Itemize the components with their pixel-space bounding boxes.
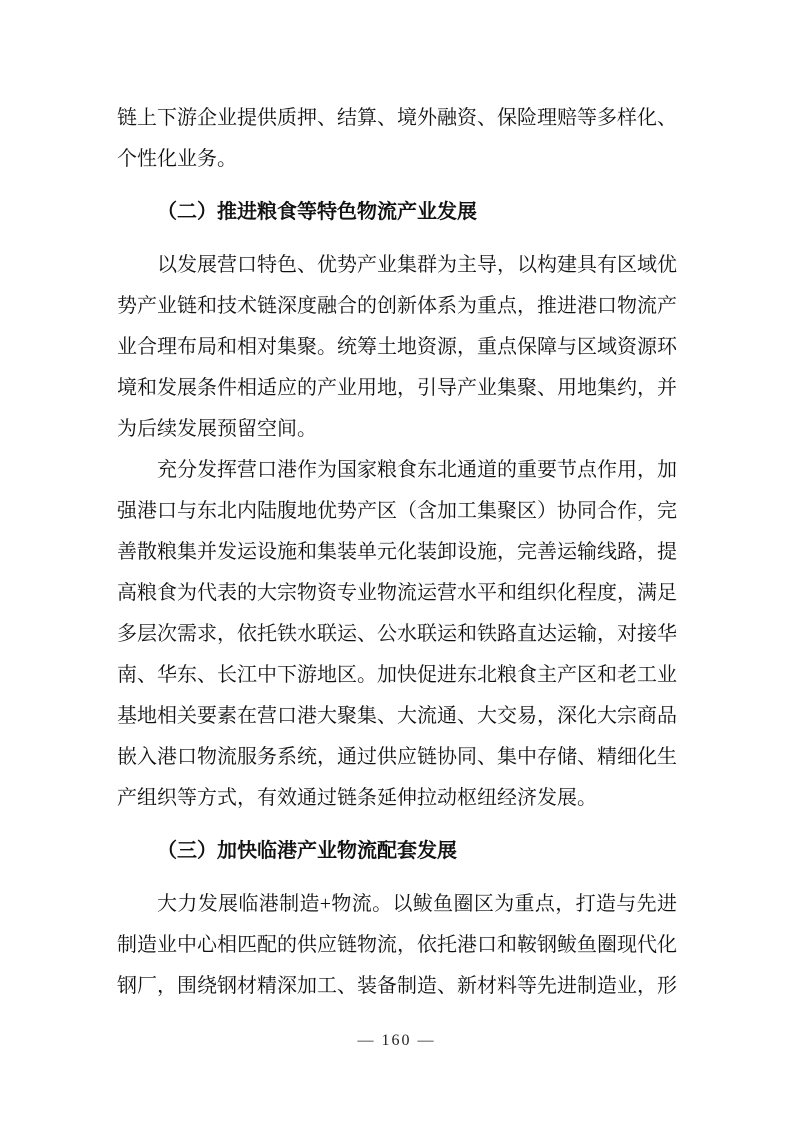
paragraph: 充分发挥营口港作为国家粮食东北通道的重要节点作用，加强港口与东北内陆腹地优势产区（含加工集聚区）协同合作，完善散粮集并发运设施和集装单元化装卸设施，完善运输线路，提高粮食为代表的大宗物资专业物流运营水平和组织化程度，满足多层次需求，依托铁水联运、公水联运和铁路直达运输，对接华南、华东、长江中下游地区。加快促进东北粮食主产区和老工业基地相关要素在营口港大聚集、大流通、大交易，深化大宗商品嵌入港口物流服务系统，通过供应链协同、集中存储、精细化生产组织等方式，有效通过链条延伸拉动枢纽经济发展。: [117, 459, 677, 809]
paragraph: 链上下游企业提供质押、结算、境外融资、保险理赔等多样化、个性化业务。: [117, 107, 677, 170]
section-heading: （二）推进粮食等特色物流产业发展: [157, 201, 477, 223]
section-heading: （三）加快临港产业物流配套发展: [157, 840, 457, 862]
paragraph: 大力发展临港制造+物流。以鲅鱼圈区为重点，打造与先进制造业中心相匹配的供应链物流，依托港口和鞍钢鲅鱼圈现代化钢厂，围绕钢材精深加工、装备制造、新材料等先进制造业，形: [117, 893, 677, 997]
paragraph: 以发展营口特色、优势产业集群为主导，以构建具有区域优势产业链和技术链深度融合的创新体系为重点，推进港口物流产业合理布局和相对集聚。统筹土地资源，重点保障与区域资源环境和发展条件相适应的产业用地，引导产业集聚、用地集约，并为后续发展预留空间。: [117, 254, 677, 440]
document-body: [117, 98, 677, 1007]
page-number: — 160 —: [357, 1032, 436, 1049]
